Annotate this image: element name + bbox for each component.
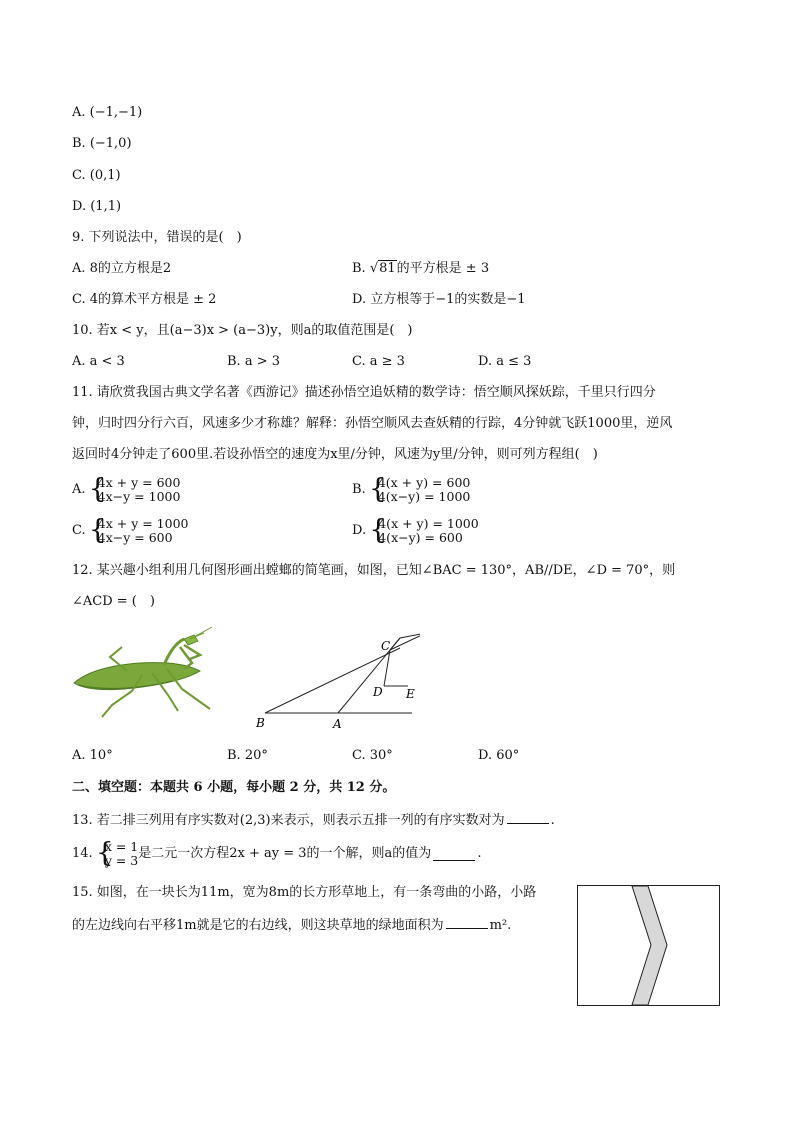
- q10-option-a[interactable]: A. a < 3: [72, 354, 125, 369]
- line-c-bar: [390, 633, 420, 650]
- q15-line-1: 15. 如图，在一块长为11m，宽为8m的长方形草地上，有一条弯曲的小路，小路: [72, 885, 537, 900]
- q13: [72, 811, 555, 829]
- equation-row: { x = 1: [104, 839, 139, 854]
- q12-line-2: ∠ACD = ( ): [72, 594, 155, 609]
- q11-option-a[interactable]: [72, 476, 180, 504]
- q13-end: .: [550, 813, 555, 828]
- q13-text: 13. 若二排三列用有序实数对(2,3)来表示，则表示五排一列的有序实数对为: [72, 813, 505, 828]
- geometry-figure: [250, 628, 420, 733]
- label-a: A: [333, 717, 342, 731]
- q8-option-d[interactable]: D. (1,1): [72, 199, 122, 214]
- q10-option-c[interactable]: C. a ≥ 3: [352, 354, 405, 369]
- q15-unit: m².: [489, 918, 512, 933]
- equation-row: { 4x + y = 1000: [97, 516, 189, 531]
- answer-blank[interactable]: [446, 916, 488, 929]
- equation-row: { 4(x + y) = 600: [377, 475, 471, 490]
- q11-line-1: 11. 请欣赏我国古典文学名著《西游记》描述孙悟空追妖精的数学诗：悟空顺风探妖踪，千里只行四分: [72, 385, 656, 400]
- q8-option-a[interactable]: A. (−1,−1): [72, 105, 143, 120]
- q14-text: 是二元一次方程2x + ay = 3的一个解，则a的值为: [138, 846, 432, 861]
- answer-blank[interactable]: [433, 848, 475, 861]
- equation-row: y = 3: [104, 853, 139, 868]
- label-b: B: [256, 716, 265, 730]
- label-d: D: [373, 685, 383, 699]
- equation-row: { 4x + y = 600: [97, 475, 181, 490]
- q12-option-d[interactable]: D. 60°: [478, 748, 520, 763]
- q12-option-c[interactable]: C. 30°: [352, 748, 393, 763]
- section-heading: 二、填空题：本题共 6 小题，每小题 2 分，共 12 分。: [72, 780, 396, 795]
- q11-option-d[interactable]: [352, 517, 479, 545]
- equation-row: 4(x−y) = 1000: [377, 489, 471, 504]
- q8-option-c[interactable]: C. (0,1): [72, 168, 121, 183]
- answer-blank[interactable]: [507, 811, 549, 824]
- line-bc: [265, 648, 400, 713]
- q10-option-b[interactable]: B. a > 3: [227, 354, 280, 369]
- lawn-figure: [577, 885, 720, 1006]
- equation-system: [97, 840, 138, 868]
- equation-row: 4x−y = 1000: [97, 489, 181, 504]
- equation-row: 4x−y = 600: [97, 530, 173, 545]
- mantis-drawing: [74, 627, 212, 717]
- q14-label: 14.: [72, 846, 93, 861]
- equation-system: [90, 517, 189, 545]
- q8-option-b[interactable]: B. (−1,0): [72, 136, 132, 151]
- q9-option-b-radicand: 81: [379, 261, 396, 276]
- q9-option-b-suffix: 的平方根是 ± 3: [396, 261, 490, 276]
- equation-row: 4(x−y) = 600: [378, 530, 463, 545]
- option-label: B.: [352, 482, 366, 497]
- q11-option-c[interactable]: [72, 517, 188, 545]
- q9-option-d[interactable]: D. 立方根等于−1的实数是−1: [352, 292, 526, 307]
- q11-line-3: 返回时4分钟走了600里.若设孙悟空的速度为x里/分钟，风速为y里/分钟，则可列方程组( ): [72, 447, 598, 462]
- q9-option-a[interactable]: A. 8的立方根是2: [72, 261, 172, 276]
- q9-option-b[interactable]: [352, 261, 489, 277]
- q14-end: .: [477, 846, 482, 861]
- q9-option-b-prefix: B.: [352, 261, 370, 276]
- label-e: E: [406, 687, 415, 701]
- q15-line-2: [72, 916, 511, 934]
- q15-text: 的左边线向右平移1m就是它的右边线，则这块草地的绿地面积为: [72, 918, 444, 933]
- q12-option-b[interactable]: B. 20°: [227, 748, 268, 763]
- q12-line-1: 12. 某兴趣小组利用几何图形画出螳螂的简笔画，如图，已知∠BAC = 130°，AB//DE，∠D = 70°，则: [72, 563, 676, 578]
- q11-line-2: 钟，归时四分行六百，风速多少才称雄？解释：孙悟空顺风去查妖精的行踪，4分钟就飞跃1000里，逆风: [72, 416, 673, 431]
- equation-row: { 4(x + y) = 1000: [378, 516, 479, 531]
- sqrt-sign: √: [369, 261, 379, 276]
- equation-system: [370, 517, 478, 545]
- q11-option-b[interactable]: [352, 476, 470, 504]
- equation-system: [90, 476, 181, 504]
- q9-stem: 9. 下列说法中，错误的是( ): [72, 230, 242, 245]
- q9-option-c[interactable]: C. 4的算术平方根是 ± 2: [72, 292, 217, 307]
- option-label: A.: [72, 482, 86, 497]
- label-c: C: [381, 639, 391, 653]
- q10-stem: 10. 若x < y，且(a−3)x > (a−3)y，则a的取值范围是( ): [72, 323, 413, 338]
- mantis-image: [72, 625, 222, 720]
- q10-option-d[interactable]: D. a ≤ 3: [478, 354, 532, 369]
- option-label: D.: [352, 523, 367, 538]
- equation-system: [370, 476, 471, 504]
- option-label: C.: [72, 523, 86, 538]
- q12-option-a[interactable]: A. 10°: [72, 748, 113, 763]
- q14: [72, 840, 481, 868]
